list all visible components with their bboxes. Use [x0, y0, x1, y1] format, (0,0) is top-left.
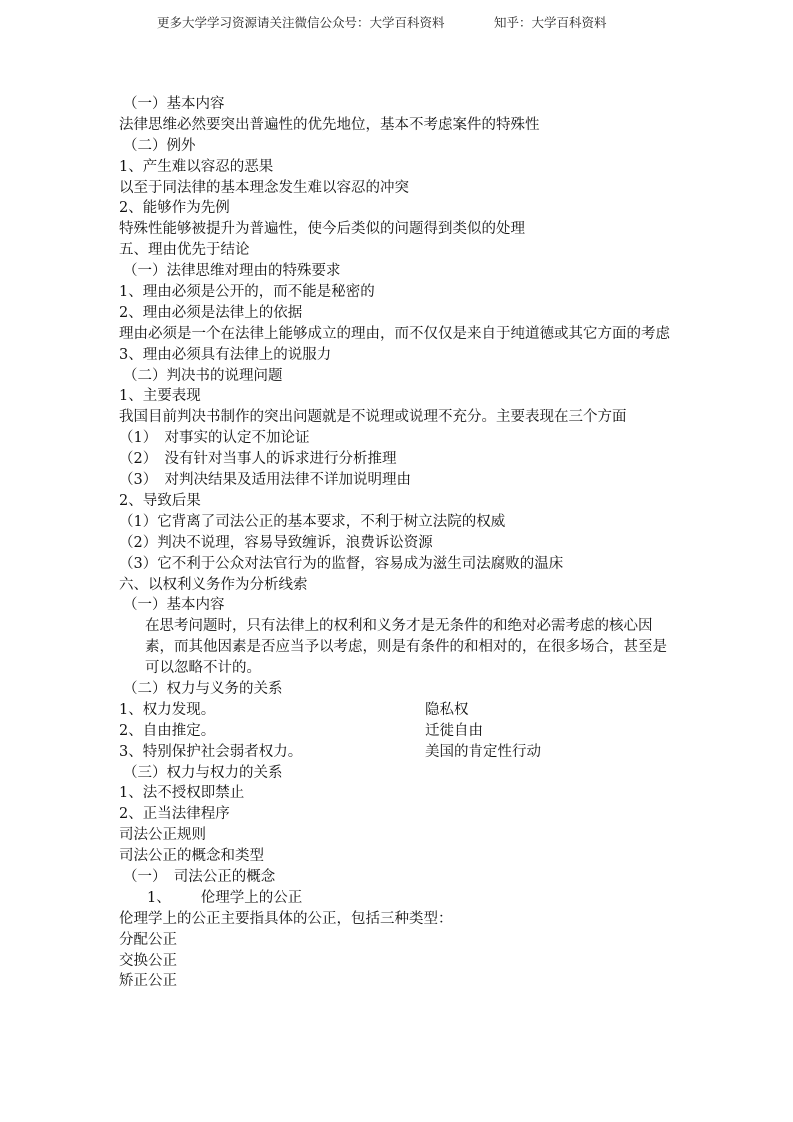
heading-number: 1、	[147, 889, 171, 906]
header-right-text: 知乎：大学百科资料	[494, 15, 607, 30]
section-heading: （一）法律思维对理由的特殊要求	[123, 263, 341, 280]
chapter-heading: 司法公正规则	[119, 827, 206, 844]
two-column-row	[119, 700, 679, 721]
list-item: 1、法不授权即禁止	[119, 785, 245, 802]
list-item: 2、自由推定。	[119, 722, 216, 739]
example-item: 迁徙自由	[425, 722, 483, 739]
document-body	[119, 94, 679, 992]
sub-list-item: （3） 对判决结果及适用法律不详加说明理由	[119, 472, 411, 489]
paragraph: 理由必须是一个在法律上能够成立的理由，而不仅仅是来自于纯道德或其它方面的考虑	[119, 325, 670, 342]
example-item: 隐私权	[425, 701, 469, 718]
paragraph: 特殊性能够被提升为普遍性，使今后类似的问题得到类似的处理	[119, 221, 525, 238]
sub-list-item: （2）判决不说理，容易导致缠诉，浪费诉讼资源	[119, 534, 433, 551]
paragraph: 以至于同法律的基本理念发生难以容忍的冲突	[119, 179, 409, 196]
sub-list-item: （1） 对事实的认定不加论证	[119, 430, 310, 447]
list-item: 2、能够作为先例	[119, 200, 230, 217]
section-heading: （二）例外	[123, 137, 196, 154]
list-item: 2、导致后果	[119, 492, 201, 509]
sub-list-item: （2） 没有针对当事人的诉求进行分析推理	[119, 451, 397, 468]
example-item: 美国的肯定性行动	[425, 743, 541, 760]
section-heading: （一）基本内容	[123, 96, 225, 112]
sub-list-item: （1）它背离了司法公正的基本要求，不利于树立法院的权威	[119, 513, 506, 530]
list-item: 1、主要表现	[119, 388, 201, 405]
list-item: 3、特别保护社会弱者权力。	[119, 743, 303, 760]
list-item: 3、理由必须具有法律上的说服力	[119, 346, 332, 363]
paragraph: 伦理学上的公正主要指具体的公正，包括三种类型：	[119, 910, 453, 927]
paragraph: 法律思维必然要突出普遍性的优先地位，基本不考虑案件的特殊性	[119, 116, 540, 133]
heading-text: 伦理学上的公正	[200, 889, 303, 906]
list-item: 2、理由必须是法律上的依据	[119, 304, 303, 321]
list-item: 分配公正	[119, 931, 177, 948]
list-item: 1、权力发现。	[119, 701, 216, 718]
section-heading: （三）权力与权力的关系	[123, 764, 283, 781]
indented-paragraph: 在思考问题时，只有法律上的权利和义务才是无条件的和绝对必需考虑的核心因素，而其他因素是否应当予以考虑，则是有条件的和相对的，在很多场合，甚至是可以忽略不计的。	[145, 618, 667, 677]
numbered-heading	[119, 888, 679, 909]
chapter-heading: 六、以权利义务作为分析线索	[119, 576, 308, 593]
section-heading: （二）判决书的说理问题	[123, 367, 283, 384]
chapter-heading: 司法公正的概念和类型	[119, 848, 264, 865]
sub-list-item: （3）它不利于公众对法官行为的监督，容易成为滋生司法腐败的温床	[119, 555, 564, 572]
list-item: 1、理由必须是公开的，而不能是秘密的	[119, 284, 375, 301]
header-left-text: 更多大学学习资源请关注微信公众号：大学百科资料	[157, 15, 445, 30]
list-item: 矫正公正	[119, 973, 177, 990]
section-heading: （二）权力与义务的关系	[123, 681, 283, 697]
section-heading: （一） 司法公正的概念	[123, 869, 276, 886]
chapter-heading: 五、理由优先于结论	[119, 242, 250, 259]
section-heading: （一）基本内容	[123, 597, 225, 614]
two-column-row	[119, 721, 679, 742]
list-item: 1、产生难以容忍的恶果	[119, 158, 274, 175]
list-item: 2、正当法律程序	[119, 806, 230, 823]
paragraph: 我国目前判决书制作的突出问题就是不说理或说理不充分。主要表现在三个方面	[119, 409, 627, 426]
page-header	[0, 13, 793, 33]
list-item: 交换公正	[119, 952, 177, 969]
two-column-row	[119, 742, 679, 763]
